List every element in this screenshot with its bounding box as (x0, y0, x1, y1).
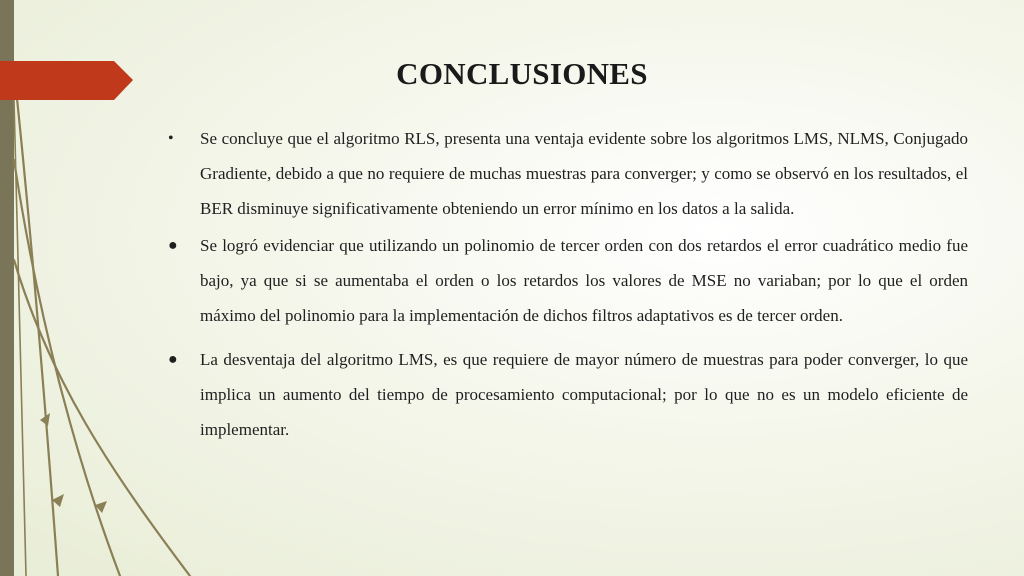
vine-line (14, 160, 120, 576)
vine-line (14, 70, 58, 576)
bullet-dot-icon: ● (168, 237, 178, 254)
bullet-dot-icon: • (168, 130, 174, 147)
bullet-dot-icon: ● (168, 351, 178, 368)
vine-leaf (95, 501, 107, 513)
vine-line (14, 260, 190, 576)
bullet-item (168, 121, 968, 226)
bullet-text: Se logró evidenciar que utilizando un polinomio de tercer orden con dos retardos el error cuadrático medio fue bajo, ya que si se aumentaba el orden o los retardos los valores de MSE no variaban; por lo que el orden máximo del polinomio para la implementación de dichos filtros adaptativos es de tercer orden. (200, 236, 968, 325)
bullet-text: Se concluye que el algoritmo RLS, presenta una ventaja evidente sobre los algoritmos LMS, NLMS, Conjugado Gradiente, debido a que no requiere de muchas muestras para converger; y como se observó en los resultados, el BER disminuye significativamente obteniendo un error mínimo en los datos a la salida. (200, 129, 968, 218)
slide-title: CONCLUSIONES (396, 56, 648, 91)
vine-leaf (52, 494, 64, 507)
bullet-item (168, 228, 968, 333)
bullet-item (168, 342, 968, 447)
vine-line (14, 100, 26, 576)
bullet-text: La desventaja del algoritmo LMS, es que requiere de mayor número de muestras para poder converger, lo que implica un aumento del tiempo de procesamiento computacional; por lo que no es un modelo eficiente de implementar. (200, 350, 968, 439)
vine-leaf (40, 413, 50, 426)
bullet-list (168, 121, 968, 447)
